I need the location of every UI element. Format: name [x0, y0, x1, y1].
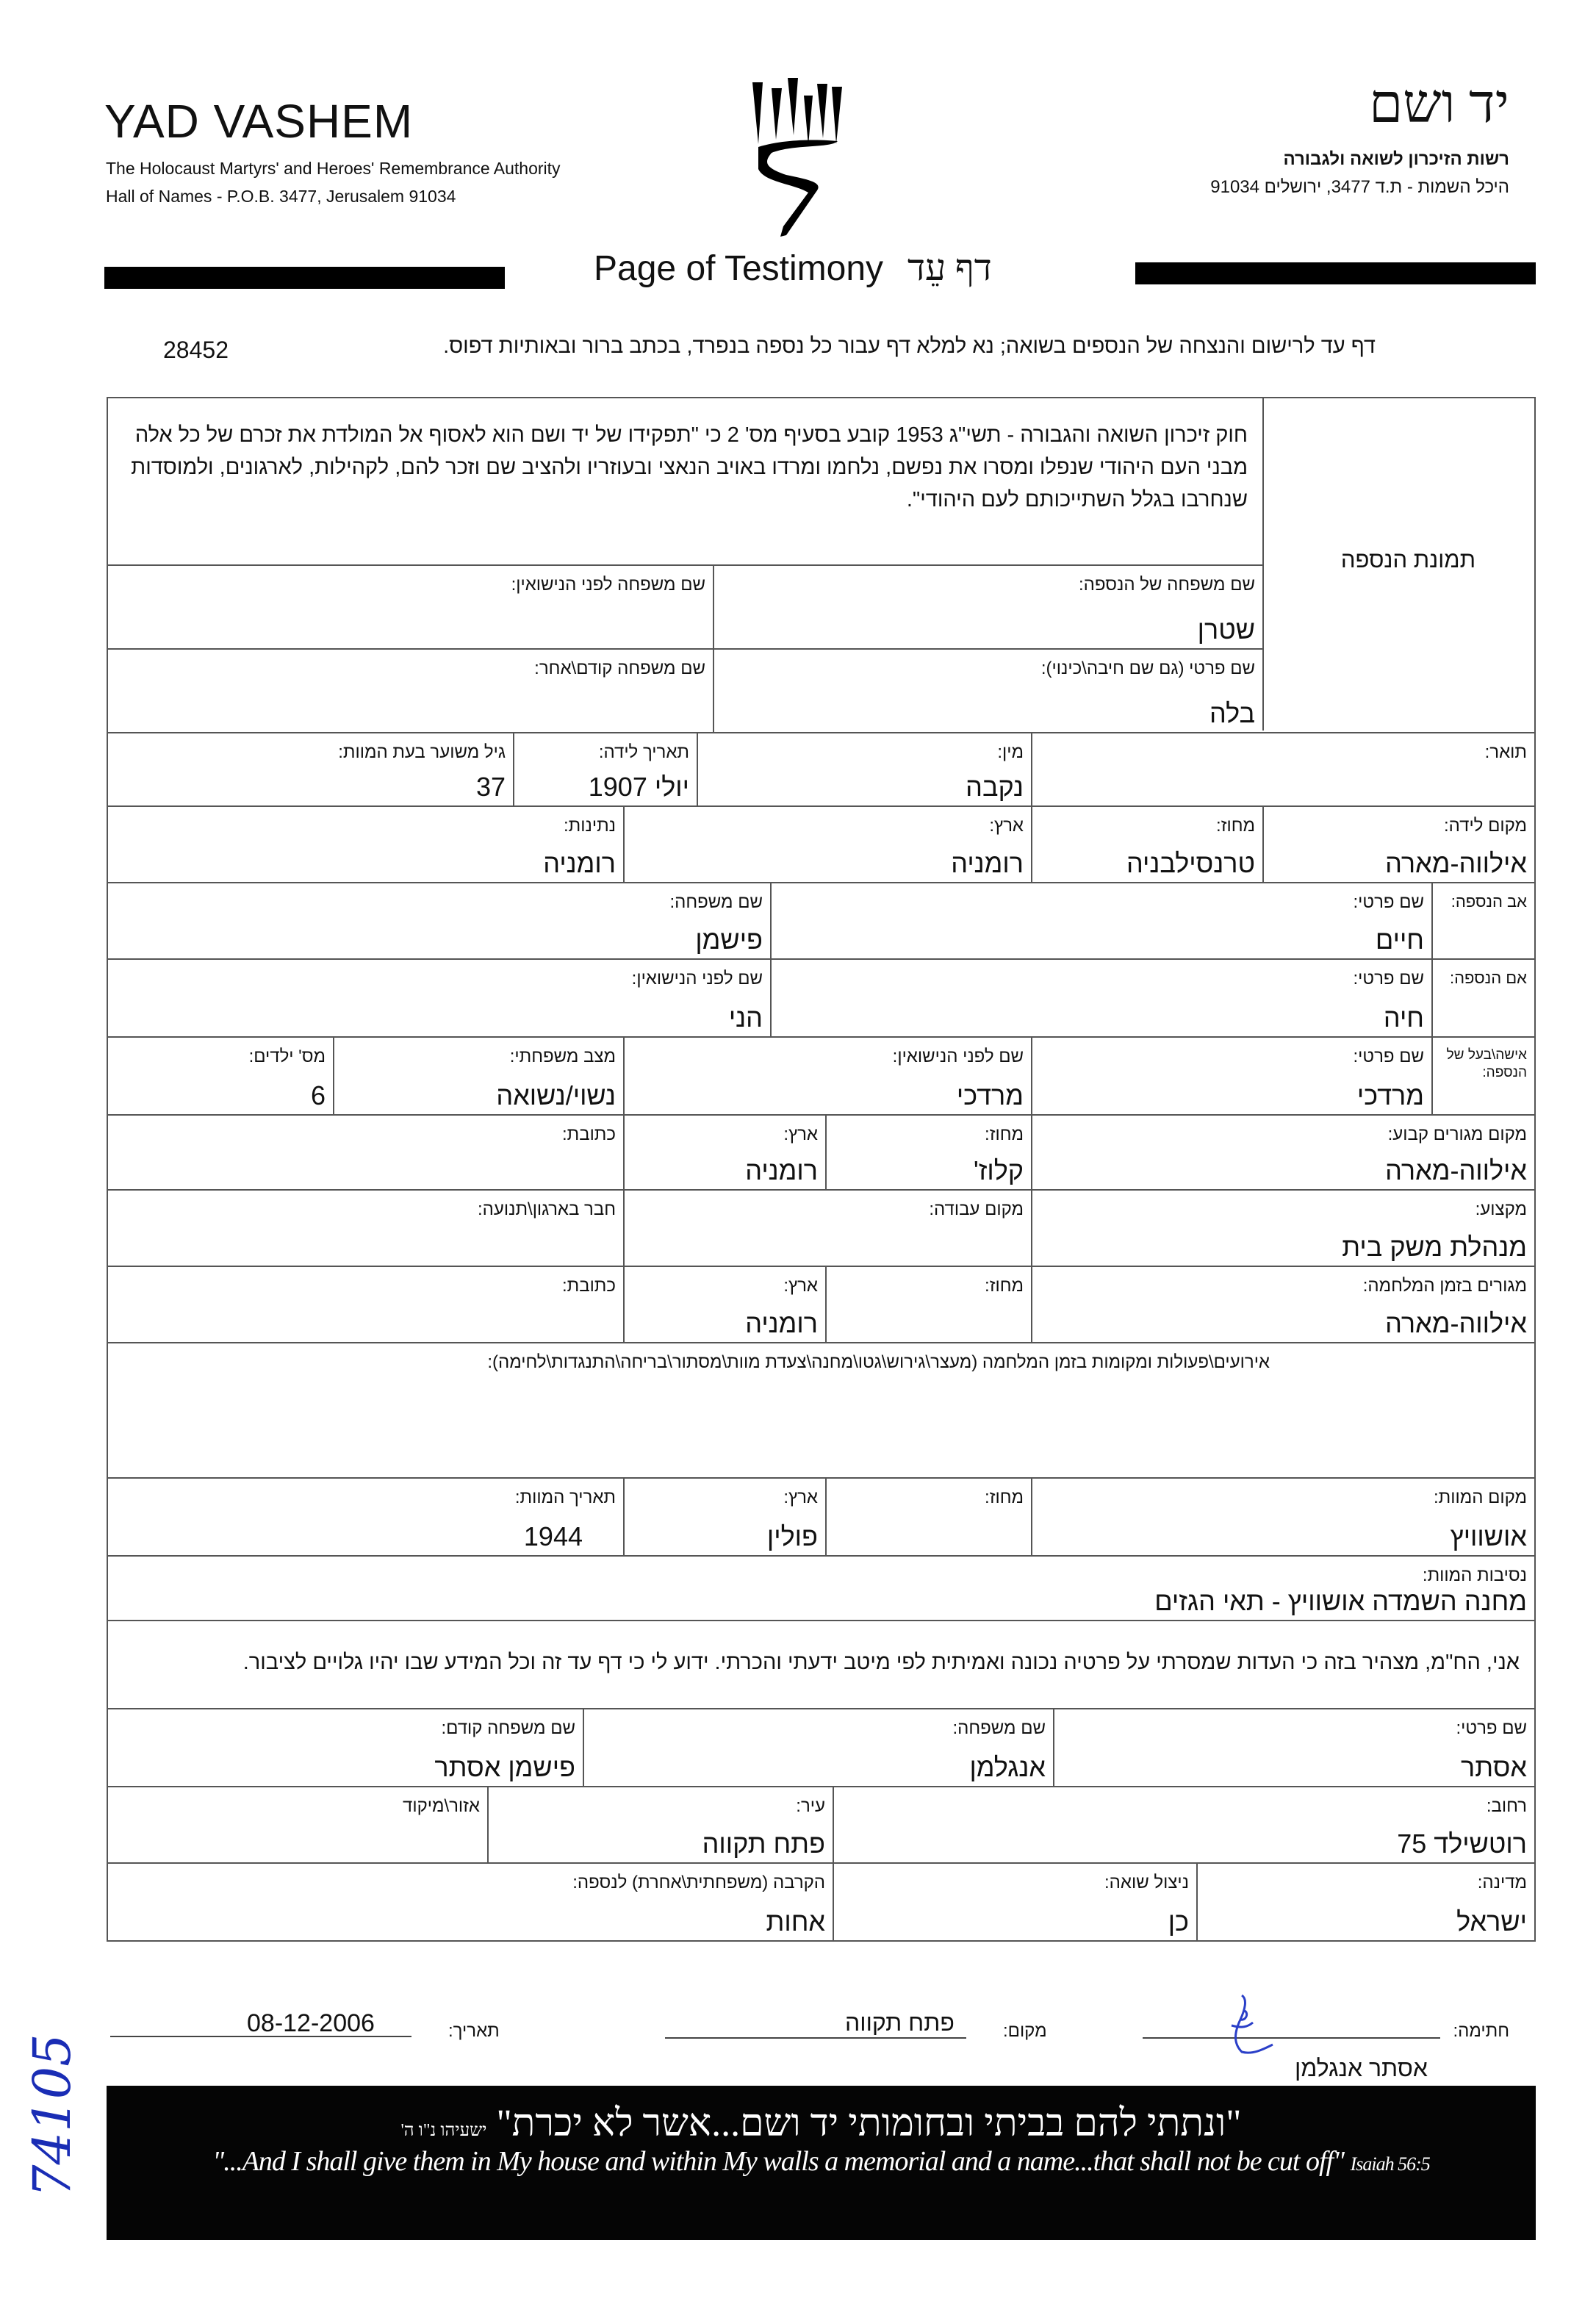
- place-line[interactable]: [665, 2037, 966, 2039]
- org-address-en: Hall of Names - P.O.B. 3477, Jerusalem 91034: [106, 187, 456, 206]
- birth-region-value: טרנסילבניה: [1126, 848, 1255, 878]
- photo-label: תמונת הנספה: [1340, 547, 1475, 573]
- page-title-en: Page of Testimony: [594, 249, 884, 288]
- children-count-value: 6: [310, 1080, 326, 1110]
- spouse-first-name-label: שם פרטי:: [1353, 1047, 1424, 1066]
- birth-country-value: רומניה: [951, 848, 1024, 878]
- wartime-events-field[interactable]: [108, 1343, 1534, 1477]
- residence-address-field[interactable]: [108, 1116, 623, 1189]
- org-name-he: יד ושם: [1369, 74, 1509, 134]
- nationality-field[interactable]: [108, 807, 623, 882]
- death-region-label: מחוז:: [985, 1487, 1024, 1507]
- wartime-country-field[interactable]: [623, 1267, 825, 1342]
- birth-country-field[interactable]: [623, 807, 1031, 882]
- date-value: 08-12-2006: [247, 2009, 375, 2037]
- submitter-prev-last-name-value: פישמן אסתר: [434, 1752, 575, 1782]
- death-date-field[interactable]: [108, 1479, 623, 1555]
- submitter-city-label: עיר:: [796, 1796, 825, 1816]
- submitter-city-field[interactable]: [487, 1787, 833, 1862]
- submitter-survivor-value: כן: [1168, 1906, 1189, 1937]
- org-subtitle-en: [106, 154, 561, 210]
- footer-quote-en-text: "...And I shall give them in My house and within My walls a memorial and a name...that shall not be cut off": [212, 2146, 1345, 2177]
- signature-label: חתימה:: [1453, 2021, 1509, 2041]
- submitter-country-value: ישראל: [1456, 1906, 1527, 1937]
- father-side-label: אב הנספה:: [1431, 883, 1534, 958]
- victim-birth-date-label: תאריך לידה:: [598, 742, 689, 762]
- submitter-street-label: רחוב:: [1486, 1796, 1527, 1816]
- victim-gender-label: מין:: [997, 742, 1024, 762]
- form-number: 28452: [163, 337, 229, 363]
- victim-birth-date-value: יולי 1907: [588, 772, 689, 802]
- submitter-first-name-field[interactable]: [1053, 1709, 1534, 1786]
- photo-box[interactable]: [1262, 398, 1534, 731]
- victim-prev-last-name-label: שם משפחה קודם\אחר:: [534, 658, 705, 678]
- father-last-name-label: שם משפחה:: [669, 892, 763, 912]
- profession-value: מנהלת משק בית: [1342, 1232, 1527, 1262]
- submitter-last-name-value: אנגלמן: [969, 1752, 1046, 1782]
- birth-region-label: מחוז:: [1216, 816, 1255, 836]
- residence-region-value: קלוז': [973, 1155, 1024, 1185]
- wartime-region-field[interactable]: [825, 1267, 1031, 1342]
- signature-line[interactable]: [1143, 2037, 1440, 2039]
- residence-region-field[interactable]: [825, 1116, 1031, 1189]
- children-count-field[interactable]: [108, 1038, 333, 1114]
- submitter-zip-field[interactable]: [108, 1787, 487, 1862]
- victim-prev-last-name-field[interactable]: [108, 650, 713, 732]
- footer-quote-en-ref: Isaiah 56:5: [1350, 2153, 1430, 2175]
- residence-place-value: אילווה-מארה: [1385, 1155, 1527, 1185]
- submitter-relation-field[interactable]: [108, 1864, 833, 1940]
- law-text: חוק זיכרון השואה והגבורה - תשי"ג 1953 קובע בסעיף מס' 2 כי "תפקידו של יד ושם הוא לאסוף אל המולדת את זכרם של כל אלה מבני העם היהודי שנפלו ומסרו את נפשם, נלחמו ומרדו באויב הנאצי ובעוזריו ולהציב שם וזכר להם, לקהילות, לארגונים, ולמוסדות שנחרבו בגלל השתייכותם לעם היהודי".: [131, 423, 1248, 512]
- spouse-maiden-name-field[interactable]: [623, 1038, 1031, 1114]
- profession-label: מקצוע:: [1475, 1199, 1527, 1219]
- form-instructions: דף עד לרישום והנצחה של הנספים בשואה; נא למלא דף עבור כל נספה בנפרד, בכתב ברור ובאותיות דפוס.: [443, 334, 1376, 358]
- death-region-field[interactable]: [825, 1479, 1031, 1555]
- marital-status-value: נשוי/נשואה: [496, 1080, 616, 1110]
- footer-quote-band: [107, 2086, 1536, 2240]
- mother-first-name-label: שם פרטי:: [1353, 969, 1424, 988]
- handwritten-number: 74105: [22, 2034, 82, 2197]
- spouse-maiden-name-label: שם לפני הנישואין:: [892, 1047, 1024, 1066]
- victim-birth-date-field[interactable]: [513, 733, 697, 805]
- profession-field[interactable]: [1031, 1191, 1534, 1266]
- death-date-label: תאריך המוות:: [514, 1487, 616, 1507]
- org-subtitle-he: [1210, 146, 1509, 201]
- birth-region-field[interactable]: [1031, 807, 1262, 882]
- page-title-he: דף עֵד: [907, 247, 992, 288]
- victim-age-label: גיל משוער בעת המוות:: [338, 742, 506, 762]
- death-circumstances-value: מחנה השמדה אושוויץ - תאי הגזים: [1154, 1586, 1527, 1616]
- victim-gender-field[interactable]: [697, 733, 1031, 805]
- birth-country-label: ארץ:: [989, 816, 1024, 836]
- submitter-first-name-label: שם פרטי:: [1456, 1718, 1527, 1738]
- footer-quote-he: [107, 2102, 1536, 2145]
- footer-quote-en: [107, 2145, 1536, 2178]
- death-country-field[interactable]: [623, 1479, 825, 1555]
- wartime-country-label: ארץ:: [783, 1276, 818, 1296]
- death-place-value: אושוויץ: [1450, 1521, 1527, 1551]
- wartime-address-field[interactable]: [108, 1267, 623, 1342]
- workplace-label: מקום עבודה:: [929, 1199, 1024, 1219]
- victim-maiden-name-field[interactable]: [108, 566, 713, 648]
- nationality-label: נתינות:: [564, 816, 616, 836]
- residence-country-field[interactable]: [623, 1116, 825, 1189]
- submitter-relation-label: הקרבה (משפחתית\אחרת) לנספה:: [572, 1873, 825, 1892]
- victim-age-field[interactable]: [108, 733, 513, 805]
- mother-first-name-field[interactable]: [770, 960, 1431, 1036]
- victim-gender-value: נקבה: [966, 772, 1024, 802]
- death-circumstances-field[interactable]: [108, 1557, 1534, 1620]
- mother-maiden-name-label: שם לפני הנישואין:: [631, 969, 763, 988]
- header-bar-right: [1135, 262, 1536, 284]
- father-last-name-field[interactable]: [108, 883, 770, 958]
- residence-place-field[interactable]: [1031, 1116, 1534, 1189]
- residence-country-label: ארץ:: [783, 1124, 818, 1144]
- marital-status-field[interactable]: [333, 1038, 623, 1114]
- spouse-side-label: אישה\בעל של הנספה:: [1431, 1038, 1534, 1114]
- organization-field[interactable]: [108, 1191, 623, 1266]
- father-first-name-value: חיים: [1375, 925, 1424, 955]
- spouse-maiden-name-value: מרדכי: [956, 1080, 1024, 1110]
- footer-quote-he-text: "ונתתי להם בביתי ובחומותי יד ושם...אשר לא יכרת": [496, 2103, 1242, 2145]
- signer-name: אסתר אנגלמן: [1295, 2055, 1428, 2081]
- father-first-name-field[interactable]: [770, 883, 1431, 958]
- submitter-last-name-label: שם משפחה:: [952, 1718, 1046, 1738]
- wartime-address-label: כתובת:: [561, 1276, 616, 1296]
- children-count-label: מס' ילדים:: [248, 1047, 326, 1066]
- submitter-city-value: פתח תקווה: [702, 1829, 825, 1859]
- submitter-street-value: רוטשילד 75: [1397, 1829, 1527, 1859]
- victim-maiden-name-label: שם משפחה לפני הנישואין:: [511, 575, 705, 595]
- victim-last-name-value: שטרן: [1197, 614, 1255, 645]
- mother-side-label: אם הנספה:: [1431, 960, 1534, 1036]
- father-last-name-value: פישמן: [695, 925, 763, 955]
- submitter-prev-last-name-label: שם משפחה קודם:: [441, 1718, 575, 1738]
- header-bar-left: [104, 267, 505, 289]
- declaration-text: אני, הח"מ, מצהיר בזה כי העדות שמסרתי על פרטיה נכונה ואמיתית לפי מיטב ידעתי והכרתי. ידוע לי כי דף עד זה וכל המידע שבו יהיו גלויים לציבור.: [242, 1651, 1520, 1674]
- marital-status-label: מצב משפחתי:: [509, 1047, 616, 1066]
- submitter-survivor-field[interactable]: [833, 1864, 1196, 1940]
- father-first-name-label: שם פרטי:: [1353, 892, 1424, 912]
- yad-vashem-menorah-logo-icon: [742, 73, 874, 243]
- submitter-survivor-label: ניצול שואה:: [1104, 1873, 1189, 1892]
- birth-place-field[interactable]: [1262, 807, 1534, 882]
- residence-country-value: רומניה: [745, 1155, 818, 1185]
- org-authority-en: The Holocaust Martyrs' and Heroes' Remembrance Authority: [106, 159, 561, 178]
- victim-age-value: 37: [475, 772, 506, 802]
- death-place-label: מקום המוות:: [1433, 1487, 1527, 1507]
- place-label: מקום:: [1003, 2021, 1047, 2041]
- wartime-events-label: אירועים\פעולות ומקומות בזמן המלחמה (מעצר\גירוש\גטו\מחנה\צעדת מוות\מסתור\בריחה\התנגדות\לחימה):: [487, 1352, 1270, 1372]
- date-label: תאריך:: [448, 2021, 500, 2041]
- death-country-label: ארץ:: [783, 1487, 818, 1507]
- residence-place-label: מקום מגורים קבוע:: [1387, 1124, 1527, 1144]
- signature-mark-icon: [1212, 1992, 1279, 2061]
- residence-address-label: כתובת:: [561, 1124, 616, 1144]
- residence-region-label: מחוז:: [985, 1124, 1024, 1144]
- victim-title-field[interactable]: [1031, 733, 1534, 805]
- wartime-place-value: אילווה-מארה: [1385, 1308, 1527, 1338]
- submitter-zip-label: אזור\מיקוד: [403, 1796, 480, 1816]
- org-authority-he: רשות הזיכרון לשואה ולגבורה: [1283, 149, 1509, 169]
- organization-label: חבר בארגון\תנועה:: [478, 1199, 616, 1219]
- submitter-first-name-value: אסתר: [1461, 1752, 1527, 1782]
- wartime-place-field[interactable]: [1031, 1267, 1534, 1342]
- victim-first-name-label: שם פרטי (גם שם חיבה\כינוי):: [1040, 658, 1255, 678]
- victim-last-name-field[interactable]: [713, 566, 1262, 648]
- spouse-first-name-field[interactable]: [1031, 1038, 1431, 1114]
- submitter-country-field[interactable]: [1196, 1864, 1534, 1940]
- death-circumstances-label: נסיבות המוות:: [1422, 1565, 1527, 1585]
- footer-quote-he-ref: ישעיהו נ"ו ה': [400, 2121, 487, 2140]
- submitter-prev-last-name-field[interactable]: [108, 1709, 583, 1786]
- birth-place-label: מקום לידה:: [1443, 816, 1527, 836]
- nationality-value: רומניה: [543, 848, 616, 878]
- wartime-place-label: מגורים בזמן המלחמה:: [1362, 1276, 1527, 1296]
- mother-maiden-name-field[interactable]: [108, 960, 770, 1036]
- wartime-region-label: מחוז:: [985, 1276, 1024, 1296]
- mother-maiden-name-value: הני: [728, 1002, 763, 1033]
- wartime-country-value: רומניה: [745, 1308, 818, 1338]
- submitter-relation-value: אחות: [766, 1906, 825, 1937]
- org-name-en: YAD VASHEM: [104, 95, 414, 148]
- death-place-field[interactable]: [1031, 1479, 1534, 1555]
- victim-first-name-field[interactable]: [713, 650, 1262, 732]
- spouse-first-name-value: מרדכי: [1356, 1080, 1424, 1110]
- victim-first-name-value: בלה: [1209, 698, 1255, 728]
- testimony-form: [107, 397, 1536, 1942]
- workplace-field[interactable]: [623, 1191, 1031, 1266]
- mother-first-name-value: חיה: [1383, 1002, 1424, 1033]
- org-address-he: היכל השמות - ת.ד 3477, ירושלים 91034: [1210, 177, 1509, 197]
- death-date-value: 1944: [523, 1521, 583, 1551]
- victim-last-name-label: שם משפחה של הנספה:: [1078, 575, 1255, 595]
- birth-place-value: אילווה-מארה: [1385, 848, 1527, 878]
- submitter-last-name-field[interactable]: [583, 1709, 1053, 1786]
- victim-title-label: תואר:: [1484, 742, 1527, 762]
- death-country-value: פולין: [766, 1521, 818, 1551]
- submitter-street-field[interactable]: [833, 1787, 1534, 1862]
- submitter-country-label: מדינה:: [1477, 1873, 1527, 1892]
- place-value: פתח תקווה: [845, 2009, 955, 2036]
